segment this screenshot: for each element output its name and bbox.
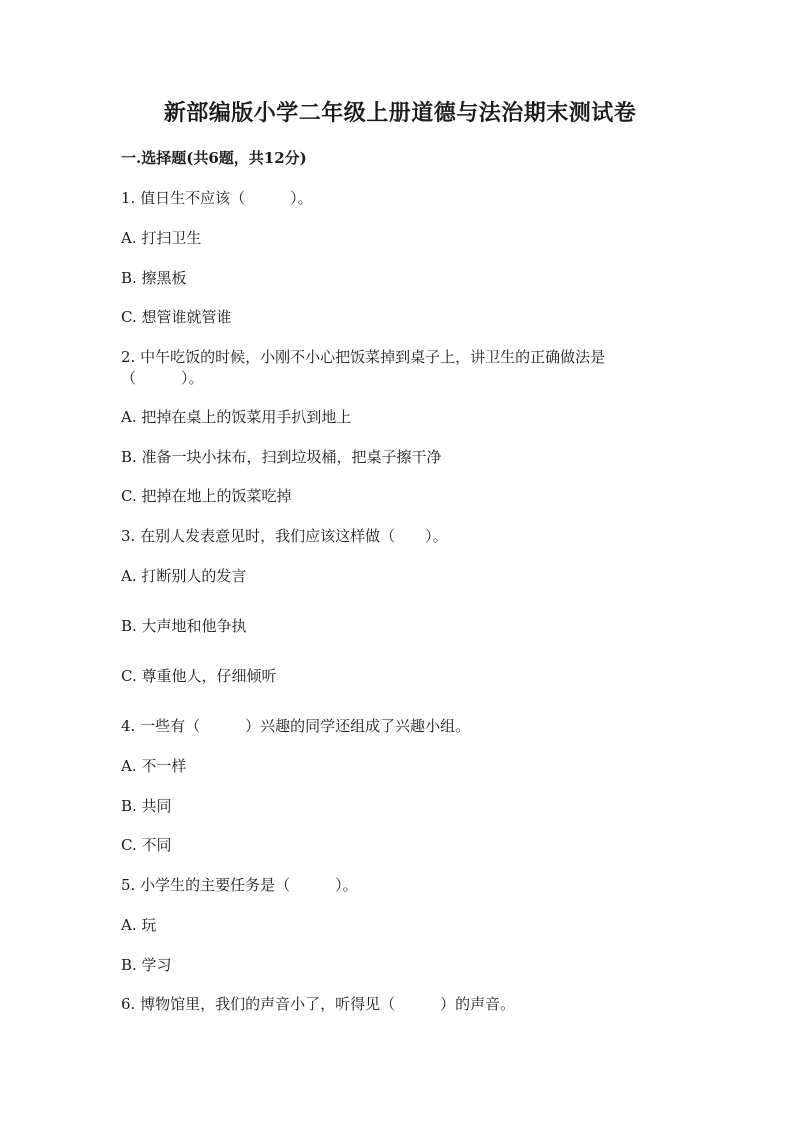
- question-2-stem-line-1: 2. 中午吃饭的时候，小刚不小心把饭菜掉到桌子上，讲卫生的正确做法是: [121, 348, 606, 366]
- question-4-option-b: B. 共同: [121, 797, 172, 815]
- question-6-stem: 6. 博物馆里，我们的声音小了，听得见（ ）的声音。: [121, 995, 516, 1013]
- question-4-stem: 4. 一些有（ ）兴趣的同学还组成了兴趣小组。: [121, 717, 471, 735]
- section-heading: 一.选择题(共6题，共12分): [121, 149, 307, 167]
- question-2-option-b: B. 准备一块小抹布，扫到垃圾桶，把桌子擦干净: [121, 448, 442, 466]
- question-5-option-b: B. 学习: [121, 956, 172, 974]
- question-1-option-a: A. 打扫卫生: [121, 229, 202, 247]
- question-5-option-a: A. 玩: [121, 916, 157, 934]
- question-4-option-c: C. 不同: [121, 836, 172, 854]
- question-2-stem-line-2: （ ）。: [121, 369, 204, 387]
- question-3-option-a: A. 打断别人的发言: [121, 567, 247, 585]
- question-1-option-c: C. 想管谁就管谁: [121, 308, 232, 326]
- document-title: 新部编版小学二年级上册道德与法治期末测试卷: [163, 100, 637, 126]
- question-3-option-b: B. 大声地和他争执: [121, 617, 247, 635]
- question-1-option-b: B. 擦黑板: [121, 269, 187, 287]
- question-2-option-a: A. 把掉在桌上的饭菜用手扒到地上: [121, 408, 352, 426]
- question-3-stem: 3. 在别人发表意见时，我们应该这样做（ ）。: [121, 527, 448, 545]
- question-4-option-a: A. 不一样: [121, 757, 187, 775]
- question-2-option-c: C. 把掉在地上的饭菜吃掉: [121, 487, 292, 505]
- question-5-stem: 5. 小学生的主要任务是（ ）。: [121, 876, 358, 894]
- question-3-option-c: C. 尊重他人，仔细倾听: [121, 667, 277, 685]
- question-1-stem: 1. 值日生不应该（ ）。: [121, 189, 313, 207]
